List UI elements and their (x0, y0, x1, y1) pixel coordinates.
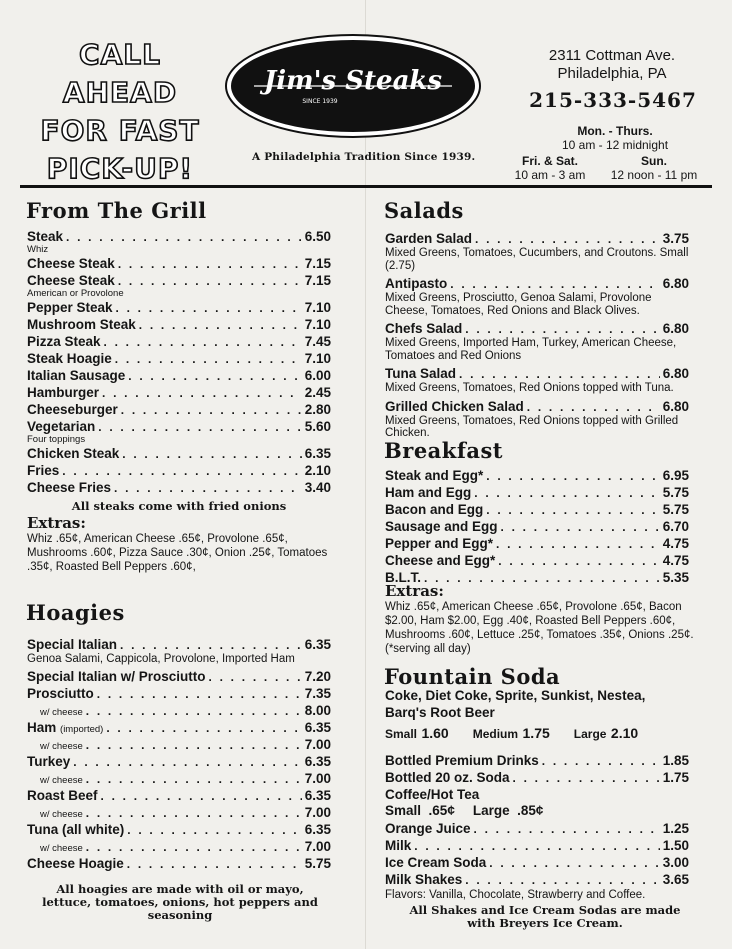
item-price: 1.85 (662, 753, 689, 768)
menu-item-row (385, 275, 689, 292)
dot-leader (424, 570, 660, 586)
fried-onions-note: All steaks come with fried onions (71, 499, 287, 513)
item-name: Steak Hoagie (27, 351, 112, 366)
dot-leader (118, 273, 302, 289)
section-title-hoagies: Hoagies (26, 600, 125, 625)
dot-leader (97, 686, 302, 702)
item-name: Milk Shakes (385, 872, 463, 887)
item-price: 4.75 (662, 553, 689, 568)
grill-extras-text: Whiz .65¢, American Cheese .65¢, Provolone .65¢, Mushrooms .60¢, Pizza Sauce .30¢, Onion .25¢, Tomatoes .35¢, Roasted Bell Peppers .60¢, (27, 533, 328, 573)
item-name: Bottled Premium Drinks (385, 753, 539, 768)
item-price: 7.15 (304, 256, 331, 271)
item-name: Ham (imported) (27, 719, 104, 735)
menu-item-row (27, 299, 331, 316)
dot-leader (86, 839, 302, 855)
menu-item-row (27, 668, 331, 685)
item-name: B.L.T. (385, 570, 421, 585)
item-name: Sausage and Egg (385, 519, 498, 534)
item-price: 7.15 (304, 273, 331, 288)
dot-leader (86, 805, 302, 821)
dot-leader (450, 276, 659, 292)
item-description: Mixed Greens, Prosciutto, Genoa Salami, Provolone Cheese, Tomatoes, Red Onions and Black Olives. (385, 292, 652, 317)
coffee-sizes (385, 803, 543, 818)
tagline: A Philadelphia Tradition Since 1939. (252, 151, 476, 163)
dot-leader (139, 317, 302, 333)
item-price: 2.10 (304, 463, 331, 478)
breakfast-list (385, 467, 689, 586)
menu-item-row (27, 804, 331, 821)
section-title-breakfast: Breakfast (384, 438, 503, 463)
item-name: Hamburger (27, 385, 100, 400)
menu-item-row (27, 333, 331, 350)
menu-item-row (385, 320, 689, 337)
menu-item-row (27, 384, 331, 401)
item-price: 5.75 (662, 502, 689, 517)
coffee-size: Small .65¢ (385, 803, 455, 818)
item-price: 7.00 (304, 838, 331, 854)
item-note: American or Provolone (27, 288, 124, 299)
header-divider (20, 185, 712, 188)
item-name: Cheese Hoagie (27, 855, 124, 871)
item-name: Ham and Egg (385, 485, 472, 500)
menu-item-row (27, 636, 331, 653)
menu-item-row (385, 467, 689, 484)
item-name: Cheeseburger (27, 402, 118, 417)
dot-leader (118, 256, 302, 272)
item-name: Special Italian w/ Prosciutto (27, 668, 206, 684)
item-name: w/ cheese (40, 740, 83, 752)
coffee-size: Large .85¢ (472, 803, 544, 818)
hours-fri-sat (500, 154, 600, 182)
menu-item-row (27, 445, 331, 462)
menu-item-row (27, 838, 331, 855)
dot-leader (73, 754, 301, 770)
menu-item-row (27, 753, 331, 770)
item-name: Antipasto (385, 276, 448, 291)
menu-item-row (27, 685, 331, 702)
menu-item-row (27, 770, 331, 787)
item-note: Whiz (27, 244, 49, 255)
dot-leader (86, 737, 302, 753)
grill-list (27, 228, 331, 496)
item-price: 8.00 (304, 702, 331, 718)
item-name: Cheese Fries (27, 480, 112, 495)
item-name: Cheese Steak (27, 256, 115, 271)
menu-item-row (385, 230, 689, 247)
dot-leader (542, 753, 660, 769)
item-price: 6.00 (304, 368, 331, 383)
drinks-list-a (385, 752, 689, 786)
dot-leader (122, 446, 301, 462)
item-price: 6.80 (662, 398, 689, 414)
item-name: Cheese Steak (27, 273, 115, 288)
item-name: Ice Cream Soda (385, 855, 487, 870)
dot-leader (98, 419, 301, 435)
item-name: Chicken Steak (27, 446, 120, 461)
soda-size: Medium 1.75 (472, 725, 550, 741)
item-price: 6.35 (304, 753, 331, 769)
dot-leader (62, 463, 301, 479)
dot-leader (121, 402, 302, 418)
menu-item-row (385, 365, 689, 382)
dot-leader (116, 300, 302, 316)
hoagies-list (27, 636, 331, 872)
item-price: 6.70 (662, 519, 689, 534)
item-price: 3.40 (304, 480, 331, 495)
item-name: Tuna (all white) (27, 821, 125, 837)
breakfast-extras-text: Whiz .65¢, American Cheese .65¢, Provolone .65¢, Bacon $2.00, Ham $2.00, Egg .40¢, Roasted Bell Peppers .60¢, Mushrooms .60¢, Lettuce .25¢, Tomatoes .35¢, Onions .25¢. (*serving all day) (385, 601, 694, 655)
item-price: 6.35 (304, 446, 331, 461)
item-price: 6.80 (662, 366, 689, 381)
shake-flavors: Flavors: Vanilla, Chocolate, Strawberry and Coffee. (385, 889, 646, 901)
hours-time: 10 am - 12 midnight (561, 138, 669, 152)
menu-item-row (27, 401, 331, 418)
item-name: Steak (27, 229, 64, 244)
item-name: Roast Beef (27, 787, 98, 803)
dot-leader (498, 553, 659, 569)
dot-leader (459, 366, 660, 382)
drinks-list-b (385, 820, 689, 888)
hoagies-note: All hoagies are made with oil or mayo, lettuce, tomatoes, onions, hot peppers and seasoning (42, 882, 318, 922)
item-name: Prosciutto (27, 685, 94, 701)
call-line: PICK-UP! (46, 152, 194, 185)
item-name: w/ cheese (40, 774, 83, 786)
item-name: Cheese and Egg* (385, 553, 496, 568)
item-price: 5.60 (304, 419, 331, 434)
dot-leader (120, 637, 302, 653)
item-description: Mixed Greens, Tomatoes, Red Onions topped with Tuna. (385, 382, 674, 394)
item-price: 1.75 (662, 770, 689, 785)
item-name: Tuna Salad (385, 366, 457, 381)
dot-leader (414, 838, 659, 854)
item-price: 7.20 (304, 668, 331, 684)
item-price: 7.00 (304, 804, 331, 820)
menu-item-row (27, 228, 331, 245)
item-price: 3.65 (662, 872, 689, 887)
item-price: 6.80 (662, 276, 689, 291)
item-price: 7.10 (304, 300, 331, 315)
dot-leader (209, 669, 302, 685)
menu-item-row (27, 316, 331, 333)
dot-leader (127, 822, 301, 838)
item-name: Turkey (27, 753, 71, 769)
item-price: 5.75 (662, 485, 689, 500)
dot-leader (513, 770, 660, 786)
dot-leader (66, 229, 302, 245)
item-description: Mixed Greens, Tomatoes, Cucumbers, and Croutons. Small (2.75) (385, 247, 689, 272)
item-price: 7.10 (304, 317, 331, 332)
hours-label: Fri. & Sat. (521, 154, 578, 168)
item-name: Garden Salad (385, 231, 473, 246)
item-description: Mixed Greens, Imported Ham, Turkey, American Cheese, Tomatoes and Red Onions (385, 337, 677, 362)
dot-leader (474, 485, 659, 501)
item-price: 6.35 (304, 821, 331, 837)
soda-size: Large 2.10 (573, 725, 639, 741)
menu-item-row (385, 535, 689, 552)
menu-item-row (27, 719, 331, 736)
jims-steaks-logo (224, 33, 482, 139)
menu-item-row (27, 418, 331, 435)
item-price: 7.00 (304, 770, 331, 786)
dot-leader (115, 351, 302, 367)
item-price: 7.10 (304, 351, 331, 366)
hours-sun (602, 154, 706, 182)
menu-item-row (27, 702, 331, 719)
item-price: 5.35 (662, 570, 689, 585)
item-name: Milk (385, 838, 412, 853)
item-price: 6.35 (304, 719, 331, 735)
item-name: Vegetarian (27, 419, 96, 434)
item-price: 4.75 (662, 536, 689, 551)
dot-leader (496, 536, 660, 552)
item-name: Pepper and Egg* (385, 536, 494, 551)
item-name: Orange Juice (385, 821, 471, 836)
menu-item-row (385, 398, 689, 415)
call-line: CALL (79, 38, 161, 71)
item-price: 6.35 (304, 787, 331, 803)
menu-item-row (27, 367, 331, 384)
hours-label: Sun. (641, 154, 667, 168)
breakfast-extras-title: Extras: (385, 582, 444, 600)
menu-item-row (27, 821, 331, 838)
hours-time: 12 noon - 11 pm (610, 168, 698, 182)
item-price: 6.50 (304, 229, 331, 244)
menu-item-row (27, 479, 331, 496)
dot-leader (102, 385, 302, 401)
coffee-label: Coffee/Hot Tea (385, 787, 480, 802)
item-price: 2.80 (304, 402, 331, 417)
address-line1: 2311 Cottman Ave. (548, 47, 676, 64)
call-line: AHEAD (62, 76, 178, 109)
item-price: 2.45 (304, 385, 331, 400)
item-price: 7.35 (304, 685, 331, 701)
dot-leader (101, 788, 302, 804)
dot-leader (475, 231, 660, 247)
item-name: Pepper Steak (27, 300, 113, 315)
menu-item-row (27, 350, 331, 367)
item-description: Mixed Greens, Tomatoes, Red Onions topped with Grilled Chicken. (385, 414, 679, 439)
section-title-soda: Fountain Soda (384, 664, 561, 689)
menu-item-row (385, 871, 689, 888)
page-fold (365, 0, 366, 949)
logo-text: Jim's Steaks (263, 66, 443, 96)
item-name: w/ cheese (40, 706, 83, 718)
menu-item-row (27, 736, 331, 753)
hours-mon-thu (540, 124, 690, 152)
shakes-note: All Shakes and Ice Cream Sodas are made with Breyers Ice Cream. (409, 903, 681, 930)
item-price: 5.75 (304, 855, 331, 871)
logo-since: SINCE 1939 (302, 98, 338, 105)
item-name: Pizza Steak (27, 334, 101, 349)
item-name: Bottled 20 oz. Soda (385, 770, 510, 785)
menu-item-row (385, 769, 689, 786)
item-price: 7.00 (304, 736, 331, 752)
menu-item-row (385, 501, 689, 518)
dot-leader (127, 856, 302, 872)
soda-brands: Coke, Diet Coke, Sprite, Sunkist, Nestea, Barq's Root Beer (385, 688, 646, 720)
item-name: Chefs Salad (385, 321, 463, 336)
item-note: Four toppings (27, 434, 86, 445)
item-name: Mushroom Steak (27, 317, 136, 332)
dot-leader (86, 771, 302, 787)
menu-item-row (27, 462, 331, 479)
item-price: 3.00 (662, 855, 689, 870)
address (512, 47, 712, 83)
dot-leader (486, 502, 659, 518)
dot-leader (104, 334, 302, 350)
phone-number: 215-333-5467 (529, 88, 697, 112)
item-description: Genoa Salami, Cappicola, Provolone, Imported Ham (27, 653, 295, 665)
dot-leader (489, 855, 659, 871)
item-name: Steak and Egg* (385, 468, 484, 483)
dot-leader (114, 480, 302, 496)
menu-item-row (385, 820, 689, 837)
dot-leader (86, 703, 302, 719)
menu-item-row (27, 787, 331, 804)
menu-item-row (27, 272, 331, 289)
item-price: 6.80 (662, 321, 689, 336)
section-title-salads: Salads (384, 198, 464, 223)
item-price: 1.50 (662, 838, 689, 853)
menu-item-row (385, 484, 689, 501)
soda-sizes (385, 725, 685, 743)
call-line: FOR FAST (40, 114, 200, 147)
item-name: Special Italian (27, 637, 118, 652)
menu-item-row (385, 752, 689, 769)
dot-leader (465, 872, 659, 888)
dot-leader (106, 720, 301, 736)
item-name: w/ cheese (40, 808, 83, 820)
item-name: Fries (27, 463, 60, 478)
menu-item-row (385, 854, 689, 871)
item-price: 1.25 (662, 821, 689, 836)
item-name: Grilled Chicken Salad (385, 398, 524, 414)
dot-leader (128, 368, 301, 384)
dot-leader (527, 399, 660, 415)
menu-item-row (27, 255, 331, 272)
menu-item-row (385, 552, 689, 569)
item-name: Italian Sausage (27, 368, 126, 383)
menu-item-row (27, 855, 331, 872)
item-name-note: (imported) (60, 723, 104, 735)
hours-time: 10 am - 3 am (514, 168, 586, 182)
dot-leader (501, 519, 660, 535)
item-name: Bacon and Egg (385, 502, 484, 517)
call-ahead-heading (20, 36, 220, 188)
grill-extras-title: Extras: (27, 514, 86, 532)
item-price: 3.75 (662, 231, 689, 246)
item-price: 6.35 (304, 637, 331, 652)
dot-leader (465, 321, 659, 337)
hours-label: Mon. - Thurs. (577, 124, 653, 138)
item-name: w/ cheese (40, 842, 83, 854)
section-title-grill: From The Grill (26, 198, 207, 223)
address-line2: Philadelphia, PA (557, 65, 667, 82)
menu-item-row (385, 837, 689, 854)
salads-list (385, 230, 689, 443)
dot-leader (486, 468, 659, 484)
item-price: 7.45 (304, 334, 331, 349)
dot-leader (474, 821, 660, 837)
item-price: 6.95 (662, 468, 689, 483)
menu-item-row (385, 518, 689, 535)
soda-size: Small 1.60 (385, 725, 449, 741)
